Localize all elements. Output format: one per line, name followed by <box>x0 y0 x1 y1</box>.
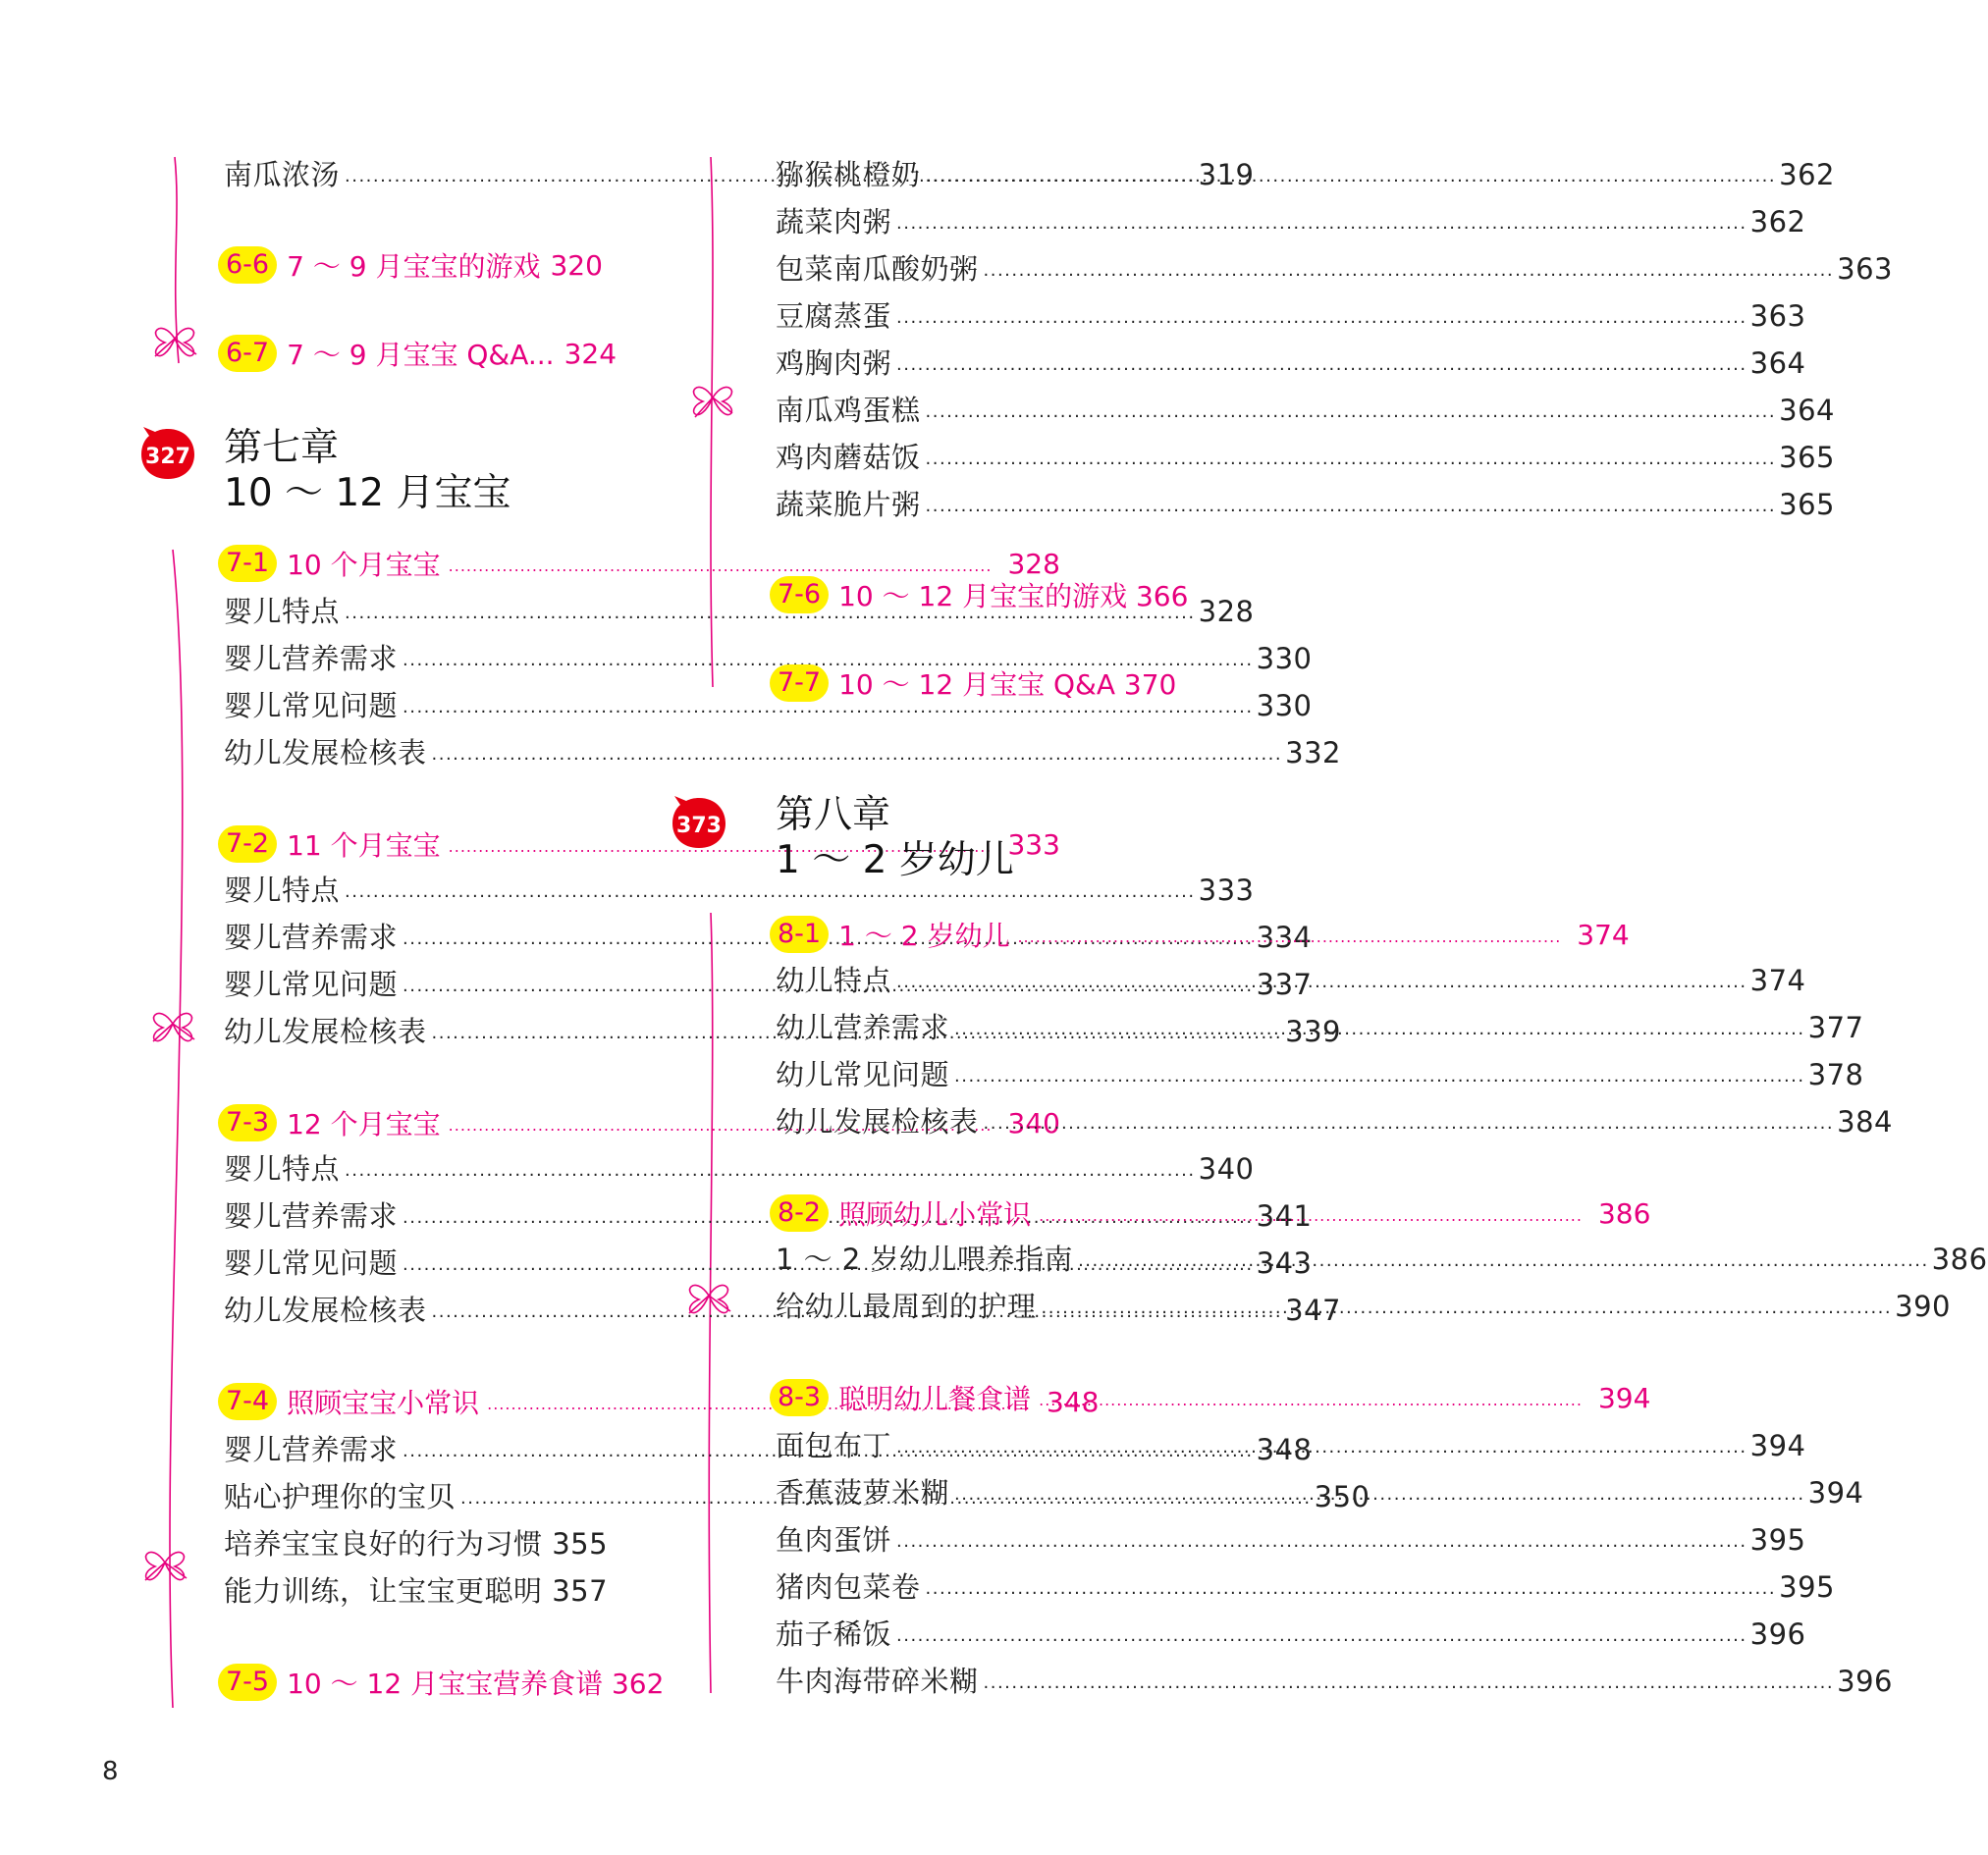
toc-entry-label: 南瓜鸡蛋糕 <box>776 394 921 427</box>
toc-entry-label: 婴儿常见问题 <box>224 1246 399 1280</box>
chapter-name: 第七章 <box>224 426 340 470</box>
dot-leader <box>1039 1394 1583 1407</box>
toc-entry-page: 330 <box>1256 642 1313 675</box>
bow-icon <box>694 387 732 417</box>
toc-entry-label: 蔬菜脆片粥 <box>776 488 921 521</box>
toc-entry-page: 334 <box>1256 921 1313 954</box>
section-title: 照顾宝宝小常识 <box>287 1387 480 1419</box>
bow-icon <box>153 1013 194 1041</box>
chapter-7-bubble <box>137 425 198 484</box>
section-title: 10 ～ 12 月宝宝 Q&A 370 <box>838 668 1177 701</box>
toc-entry-label: 猕猴桃橙奶 <box>776 158 921 191</box>
dot-leader <box>449 559 993 573</box>
toc-entry-label: 给幼儿最周到的护理 <box>776 1290 1037 1323</box>
dot-leader <box>1078 1253 1929 1269</box>
toc-entry[interactable] <box>224 1568 617 1608</box>
chapter-name: 第八章 <box>776 793 891 837</box>
section-badge: 8-1 <box>770 916 829 953</box>
toc-entry[interactable] <box>776 1099 1893 1139</box>
toc-entry-label: 鸡胸肉粥 <box>776 346 892 380</box>
dot-leader <box>926 169 1777 185</box>
toc-entry-page: 365 <box>1779 488 1835 521</box>
toc-entry-page: 396 <box>1749 1617 1806 1651</box>
toc-entry-label: 鸡肉蘑菇饭 <box>776 441 921 474</box>
toc-entry[interactable] <box>224 1146 1255 1186</box>
toc-entry-page: 340 <box>1198 1152 1255 1186</box>
section-title: 聪明幼儿餐食谱 <box>838 1383 1032 1415</box>
toc-entry-label: 香蕉菠萝米糊 <box>776 1476 950 1510</box>
dot-leader <box>926 451 1777 467</box>
left-string-main <box>170 550 183 1708</box>
dot-leader <box>926 1581 1777 1597</box>
section-title: 10 ～ 12 月宝宝的游戏 366 <box>838 580 1189 612</box>
toc-entry-page: 362 <box>1779 158 1835 191</box>
chapter-subtitle: 10 ～ 12 月宝宝 <box>224 471 511 515</box>
dot-leader <box>954 1487 1805 1503</box>
toc-entry-label: 猪肉包菜卷 <box>776 1570 921 1604</box>
section-title: 照顾幼儿小常识 <box>838 1198 1032 1231</box>
toc-entry[interactable] <box>776 1612 1806 1651</box>
toc-entry-label: 婴儿常见问题 <box>224 689 399 722</box>
toc-entry-label: 牛肉海带碎米糊 <box>776 1665 979 1698</box>
toc-entry-label: 婴儿常见问题 <box>224 968 399 1001</box>
toc-entry-page: 384 <box>1837 1105 1893 1139</box>
toc-entry[interactable] <box>224 730 1341 769</box>
toc-entry[interactable] <box>776 388 1835 427</box>
section-title: 7 ～ 9 月宝宝的游戏 <box>287 250 541 283</box>
section-badge: 7-4 <box>218 1383 277 1420</box>
toc-entry-page: 395 <box>1779 1570 1835 1604</box>
toc-entry-page: 330 <box>1256 689 1313 722</box>
toc-entry-page: 348 <box>1256 1433 1313 1466</box>
toc-entry-label: 婴儿营养需求 <box>224 921 399 954</box>
toc-entry-label: 能力训练，让宝宝更聪明 357 <box>224 1574 609 1608</box>
section-page: 386 <box>1597 1196 1651 1230</box>
toc-entry-label: 幼儿特点 <box>776 964 892 997</box>
dot-leader <box>345 1163 1196 1179</box>
toc-entry-label: 鱼肉蛋饼 <box>776 1523 892 1557</box>
toc-entry-label: 婴儿特点 <box>224 874 341 907</box>
chapter-8-title[interactable] <box>776 793 1014 883</box>
toc-entry-label: 幼儿发展检核表 <box>776 1105 979 1139</box>
toc-entry[interactable] <box>776 341 1806 380</box>
section-page: 333 <box>1007 827 1060 861</box>
toc-entry-label: 婴儿特点 <box>224 1152 341 1186</box>
toc-entry[interactable] <box>776 435 1835 474</box>
toc-entry-page: 396 <box>1837 1665 1893 1698</box>
toc-entry-page: 364 <box>1749 346 1806 380</box>
toc-entry-page: 363 <box>1749 299 1806 333</box>
toc-entry-label: 蔬菜肉粥 <box>776 205 892 238</box>
dot-leader <box>896 975 1747 990</box>
toc-entry-page: 319 <box>1198 158 1255 191</box>
toc-entry-page: 364 <box>1779 394 1835 427</box>
toc-entry-page: 337 <box>1256 968 1313 1001</box>
toc-entry-label: 南瓜浓汤 <box>224 158 341 191</box>
toc-entry-page: 363 <box>1837 252 1893 286</box>
section-page: 324 <box>564 337 618 370</box>
dot-leader <box>896 1440 1747 1456</box>
section-7-7[interactable] <box>770 662 1176 705</box>
section-page: 320 <box>550 248 603 282</box>
toc-entry-page: 347 <box>1285 1294 1341 1327</box>
toc-entry-label: 茄子稀饭 <box>776 1617 892 1651</box>
toc-entry-page: 390 <box>1895 1290 1951 1323</box>
toc-entry[interactable] <box>224 868 1255 907</box>
toc-entry-label: 1 ～ 2 岁幼儿喂养指南 <box>776 1243 1074 1276</box>
section-page: 374 <box>1577 918 1630 951</box>
section-8-1[interactable] <box>770 913 1630 956</box>
section-title: 11 个月宝宝 <box>287 829 441 862</box>
bow-icon <box>155 328 196 356</box>
chapter-8-bubble <box>669 794 729 853</box>
section-badge: 7-6 <box>770 576 829 613</box>
dot-leader <box>896 1534 1747 1550</box>
dot-leader <box>896 357 1747 373</box>
toc-entry-page: 339 <box>1285 1015 1341 1048</box>
dot-leader <box>984 1675 1835 1691</box>
toc-entry-page: 378 <box>1807 1058 1864 1091</box>
section-badge: 8-3 <box>770 1379 829 1416</box>
left-string-top <box>175 157 179 363</box>
dot-leader <box>984 1116 1835 1132</box>
page-number: 8 <box>102 1757 119 1786</box>
toc-entry-page: 332 <box>1285 736 1341 769</box>
toc-entry[interactable] <box>776 1052 1864 1091</box>
section-page: 394 <box>1597 1381 1651 1414</box>
toc-entry-label: 包菜南瓜酸奶粥 <box>776 252 979 286</box>
dot-leader <box>432 747 1283 763</box>
toc-entry-label: 幼儿营养需求 <box>776 1011 950 1044</box>
chapter-8-page: 373 <box>676 814 722 838</box>
dot-leader <box>954 1022 1805 1037</box>
toc-entry-page: 333 <box>1198 874 1255 907</box>
toc-entry[interactable] <box>224 636 1313 675</box>
section-title: 10 ～ 12 月宝宝营养食谱 362 <box>287 1668 665 1700</box>
toc-entry-label: 婴儿营养需求 <box>224 1199 399 1233</box>
toc-entry-page: 386 <box>1931 1243 1988 1276</box>
toc-entry-page: 362 <box>1749 205 1806 238</box>
dot-leader <box>984 263 1835 279</box>
section-8-2[interactable] <box>770 1192 1650 1235</box>
dot-leader <box>926 499 1777 514</box>
toc-entry-page: 328 <box>1198 595 1255 628</box>
toc-entry[interactable] <box>224 1521 617 1561</box>
toc-entry-label: 幼儿常见问题 <box>776 1058 950 1091</box>
toc-entry-page: 365 <box>1779 441 1835 474</box>
toc-entry-page: 341 <box>1256 1199 1313 1233</box>
toc-entry-page: 343 <box>1256 1246 1313 1280</box>
toc-entry-page: 394 <box>1807 1476 1864 1510</box>
dot-leader <box>1042 1300 1893 1316</box>
bow-icon <box>145 1552 187 1580</box>
section-page: 328 <box>1007 547 1060 580</box>
toc-entry-label: 培养宝宝良好的行为习惯 355 <box>224 1527 609 1561</box>
toc-entry-page: 374 <box>1749 964 1806 997</box>
dot-leader <box>954 1069 1805 1085</box>
toc-entry-page: 350 <box>1314 1480 1370 1513</box>
section-badge: 7-1 <box>218 545 277 582</box>
dot-leader <box>926 404 1777 420</box>
toc-entry-label: 豆腐蒸蛋 <box>776 299 892 333</box>
chapter-subtitle: 1 ～ 2 岁幼儿 <box>776 838 1014 882</box>
section-page: 348 <box>1046 1385 1100 1418</box>
toc-entry-label: 婴儿营养需求 <box>224 1433 399 1466</box>
toc-entry[interactable] <box>776 246 1893 286</box>
section-title: 1 ～ 2 岁幼儿 <box>838 920 1010 952</box>
toc-entry[interactable] <box>776 199 1806 238</box>
toc-entry-label: 婴儿营养需求 <box>224 642 399 675</box>
toc-entry-label: 贴心护理你的宝贝 <box>224 1480 457 1513</box>
section-7-6[interactable] <box>770 573 1188 616</box>
dot-leader <box>1039 1209 1583 1223</box>
section-badge: 7-5 <box>218 1664 277 1701</box>
section-title: 7 ～ 9 月宝宝 Q&A... <box>287 339 555 371</box>
section-badge: 7-7 <box>770 664 829 702</box>
toc-entry-label: 幼儿发展检核表 <box>224 1015 427 1048</box>
section-6-7[interactable] <box>218 332 617 375</box>
dot-leader <box>896 216 1747 232</box>
section-title: 12 个月宝宝 <box>287 1108 441 1140</box>
section-page: 340 <box>1007 1106 1060 1140</box>
toc-entry[interactable] <box>776 1659 1893 1698</box>
section-badge: 7-2 <box>218 825 277 863</box>
toc-entry-label: 幼儿发展检核表 <box>224 736 427 769</box>
dot-leader <box>1017 930 1561 944</box>
toc-entry[interactable] <box>776 1517 1806 1557</box>
toc-entry-page: 395 <box>1749 1523 1806 1557</box>
section-6-6[interactable] <box>218 243 603 287</box>
section-badge: 7-3 <box>218 1104 277 1141</box>
toc-entry-label: 面包布丁 <box>776 1429 892 1462</box>
toc-entry-label: 幼儿发展检核表 <box>224 1294 427 1327</box>
toc-entry-page: 394 <box>1749 1429 1806 1462</box>
section-title: 10 个月宝宝 <box>287 549 441 581</box>
section-badge: 8-2 <box>770 1194 829 1232</box>
toc-entry[interactable] <box>776 1564 1835 1604</box>
dot-leader <box>896 310 1747 326</box>
toc-entry[interactable] <box>776 482 1835 521</box>
section-badge: 6-7 <box>218 335 277 372</box>
chapter-7-title[interactable] <box>224 426 510 516</box>
chapter-7-page: 327 <box>145 445 190 469</box>
toc-entry-label: 婴儿特点 <box>224 595 341 628</box>
dot-leader <box>896 1628 1747 1644</box>
toc-entry-page: 377 <box>1807 1011 1864 1044</box>
section-7-5[interactable] <box>218 1661 664 1704</box>
toc-entry[interactable] <box>776 293 1806 333</box>
dot-leader <box>345 884 1196 900</box>
section-8-3[interactable] <box>770 1376 1650 1419</box>
section-badge: 6-6 <box>218 246 277 284</box>
